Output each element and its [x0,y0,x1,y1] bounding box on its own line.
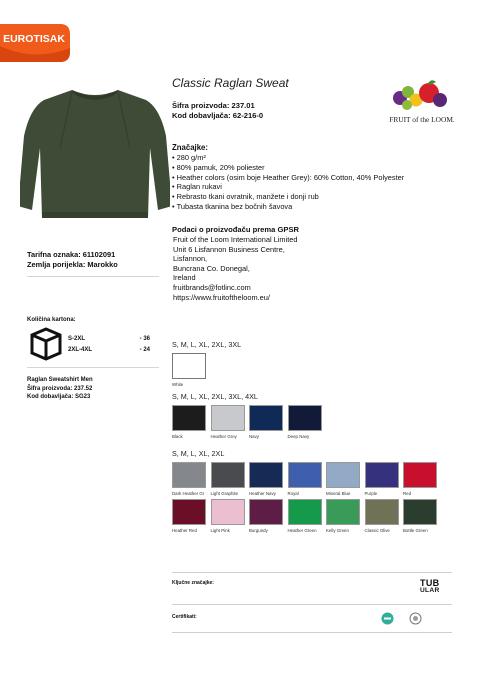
color-swatch[interactable] [211,499,245,525]
color-swatch[interactable] [211,462,245,488]
gpsr-line: fruitbrands@fotlinc.com [173,282,251,292]
eurotisak-logo-text: EUROTISAK [3,33,65,45]
features-list [172,153,404,212]
feature-item: • Raglan rukavi [172,182,404,192]
feature-item: • 280 g/m² [172,153,404,163]
size-range: S, M, L, XL, 2XL [172,449,225,458]
carton-row [68,347,150,353]
carton-size: 2XL-4XL [68,347,93,353]
carton-qty: - 36 [139,336,150,342]
feature-item: • Rebrasto tkani ovratnik, manžete i donji rub [172,192,404,202]
color-swatch[interactable] [288,462,322,488]
product-sifra: Šifra proizvoda: 237.01 [172,101,255,110]
features-heading: Značajke: [172,143,208,152]
carton-size: S-2XL [68,336,86,342]
carton-box-icon [28,325,64,361]
gpsr-line: https://www.fruitoftheloom.eu/ [173,292,270,302]
product-kod: Kod dobavljača: 62-216-0 [172,111,264,120]
carton-heading: Količina kartona: [27,317,76,323]
sedex-icon [409,612,422,625]
color-name: Heather Green [287,528,317,533]
color-swatch[interactable] [249,462,283,488]
color-swatch[interactable] [365,462,399,488]
related-product-name: Raglan Sweatshirt Men [27,377,93,383]
color-swatch[interactable] [172,353,206,379]
color-name: Red [403,491,412,496]
gpsr-address [173,235,297,302]
divider [172,604,452,605]
color-swatch[interactable] [172,462,206,488]
color-swatch[interactable] [326,462,360,488]
color-name: Deep Navy [287,434,310,439]
divider [172,572,452,573]
color-name: Kelly Green [326,528,349,533]
divider [27,367,159,368]
product-image [20,78,170,228]
tubular-icon [420,579,440,595]
color-swatch[interactable] [249,499,283,525]
color-swatch[interactable] [172,405,206,431]
color-name: Dark Heather Gr [172,491,205,496]
color-name: Light Graphite [210,491,239,496]
oeko-tex-icon [381,612,394,625]
feature-item: • 80% pamuk, 20% poliester [172,163,404,173]
eurotisak-logo [0,22,70,66]
gpsr-line: Unit 6 Lisfannon Business Centre, [173,244,285,254]
color-name: White [172,382,184,387]
related-product-kod: Kod dobavljača: SG23 [27,394,91,400]
color-swatch[interactable] [326,499,360,525]
related-product [27,376,93,402]
key-features-heading: Ključne značajke: [172,580,214,586]
color-name: Heather Grey [210,434,237,439]
gpsr-line: Lisfannon, [173,254,208,264]
size-range: S, M, L, XL, 2XL, 3XL [172,340,242,349]
related-product-sifra: Šifra proizvoda: 237.52 [27,385,93,392]
certificates-heading: Certifikati: [172,614,197,620]
color-swatch[interactable] [249,405,283,431]
fruit-of-the-loom-logo-text: FRUIT of the LOOM. [389,115,455,124]
color-name: Navy [249,434,260,439]
feature-item: • Tubasta tkanina bez bočnih šavova [172,202,404,212]
size-range: S, M, L, XL, 2XL, 3XL, 4XL [172,392,258,401]
carton-row [68,336,150,342]
color-name: Classic Olive [364,528,390,533]
tubular-icon-line2: ULAR [420,587,440,594]
origin-block [27,250,118,270]
color-swatch[interactable] [211,405,245,431]
product-codes [172,101,263,121]
color-name: Bottle Green [403,528,428,533]
color-name: Black [172,434,183,439]
tariff-code: Tarifna oznaka: 61102091 [27,250,116,259]
color-swatch[interactable] [172,499,206,525]
gpsr-line: Buncrana Co. Donegal, [173,263,250,273]
color-name: Mineral Blue [326,491,351,496]
color-swatch[interactable] [365,499,399,525]
tubular-icon-line1: TUB [420,578,440,588]
divider [27,276,159,277]
divider [172,632,452,633]
color-name: Heather Red [172,528,197,533]
gpsr-heading: Podaci o proizvođaču prema GPSR [172,225,300,234]
gpsr-line: Ireland [173,273,196,283]
fruit-of-the-loom-logo [384,78,460,126]
carton-qty: - 24 [139,347,150,353]
color-name: Purple [364,491,378,496]
color-name: Heather Navy [249,491,276,496]
color-swatch[interactable] [288,405,322,431]
color-name: Burgundy [249,528,268,533]
product-title: Classic Raglan Sweat [172,76,289,90]
color-swatch[interactable] [288,499,322,525]
color-name: Royal [287,491,299,496]
gpsr-line: Fruit of the Loom International Limited [173,235,298,244]
color-swatch[interactable] [403,499,437,525]
country-of-origin: Zemlja porijekla: Marokko [27,260,118,269]
color-swatch[interactable] [403,462,437,488]
color-name: Light Pink [210,528,230,533]
feature-item: • Heather colors (osim boje Heather Grey): 60% Cotton, 40% Polyester [172,173,404,183]
